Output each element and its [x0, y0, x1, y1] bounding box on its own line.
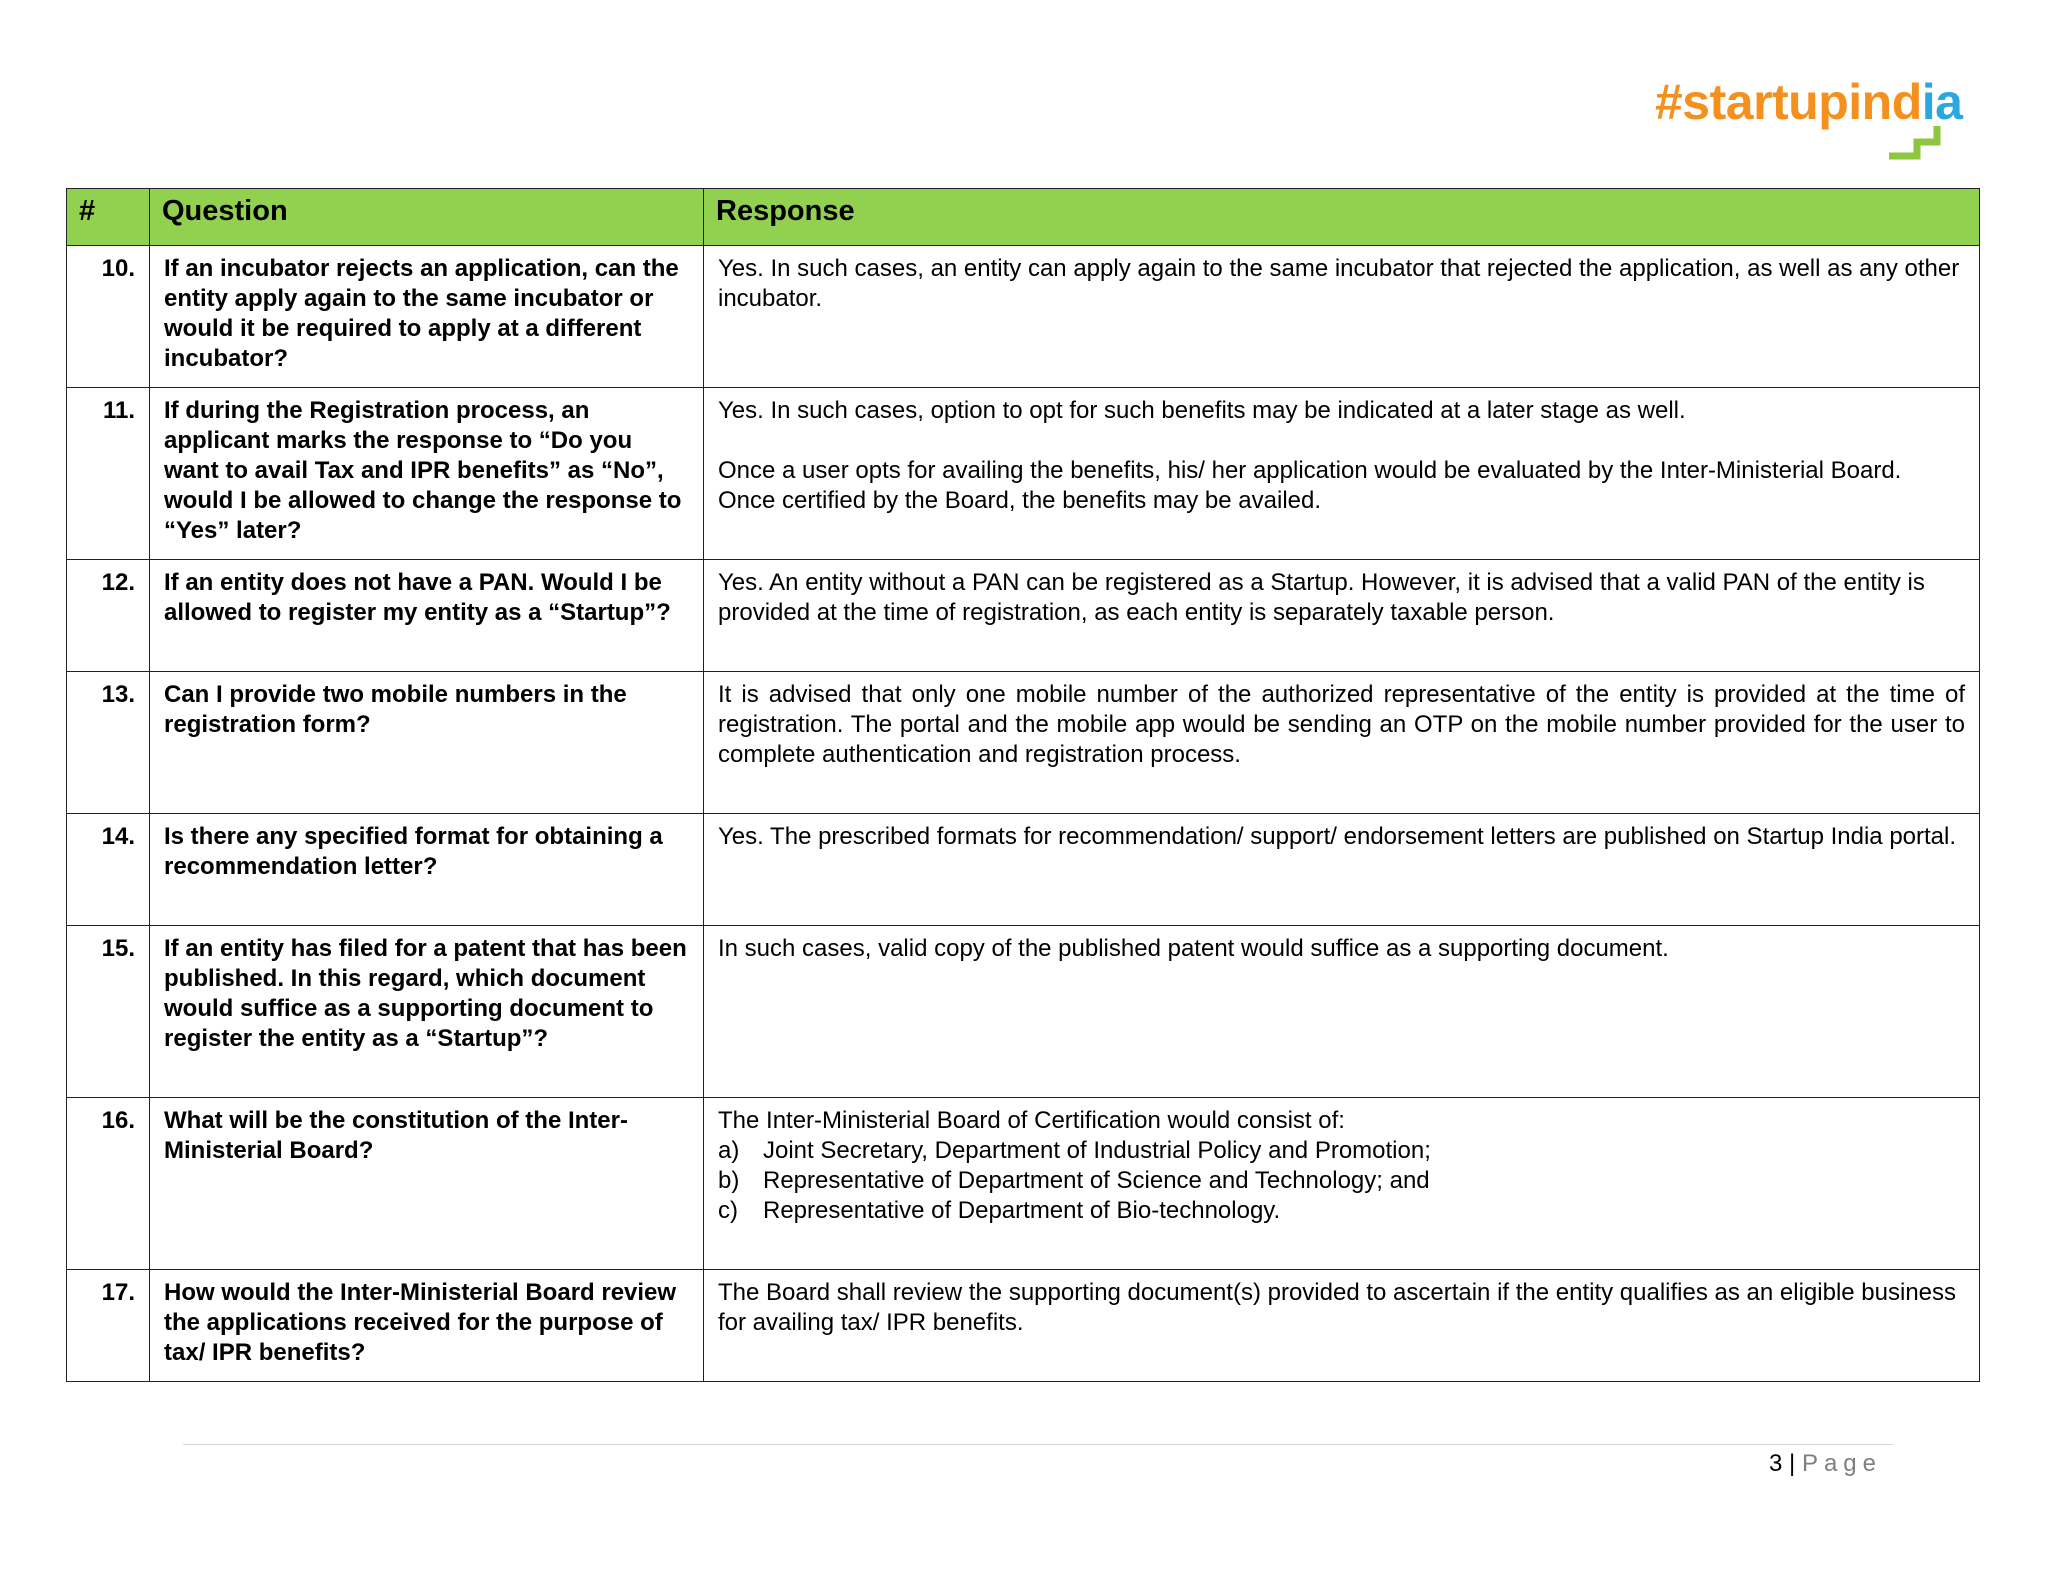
- logo-text-main: #startupind: [1655, 74, 1922, 130]
- board-members-list: [718, 1136, 1965, 1226]
- list-marker: b): [718, 1167, 740, 1194]
- row-number: 11.: [67, 388, 150, 560]
- response-paragraph: Yes. An entity without a PAN can be registered as a Startup. However, it is advised that a valid PAN of the entity is provided at the time of registration, as each entity is separately taxable person.: [718, 569, 1925, 626]
- response-paragraph: The Inter-Ministerial Board of Certification would consist of:: [718, 1107, 1345, 1134]
- response-paragraph: It is advised that only one mobile number of the authorized representative of the entity is provided at the time of registration. The portal and the mobile app would be sending an OTP on the mobile number provided for the user to complete authentication and registration process.: [718, 681, 1965, 768]
- row-response: [704, 1098, 1980, 1270]
- response-paragraph: The Board shall review the supporting document(s) provided to ascertain if the entity qualifies as an eligible business for availing tax/ IPR benefits.: [718, 1279, 1957, 1336]
- header-number: #: [67, 189, 150, 246]
- page-label: Page: [1801, 1450, 1882, 1477]
- row-number: 10.: [67, 246, 150, 388]
- row-response: [704, 926, 1980, 1098]
- row-number: 14.: [67, 814, 150, 926]
- table-header-row: [67, 189, 1980, 246]
- header-response: Response: [704, 189, 1980, 246]
- row-number: 16.: [67, 1098, 150, 1270]
- table-row: [67, 560, 1980, 672]
- table-row: [67, 388, 1980, 560]
- response-paragraph: Yes. In such cases, an entity can apply again to the same incubator that rejected the application, as well as any other incubator.: [718, 255, 1960, 312]
- list-item: [718, 1196, 1965, 1226]
- row-response: [704, 388, 1980, 560]
- row-response: [704, 246, 1980, 388]
- faq-table: [66, 188, 1980, 1382]
- logo-text-end: ia: [1921, 74, 1963, 130]
- row-question: Is there any specified format for obtaining a recommendation letter?: [150, 814, 704, 926]
- row-response: [704, 1270, 1980, 1382]
- row-response: [704, 672, 1980, 814]
- table-row: [67, 672, 1980, 814]
- list-item: [718, 1136, 1965, 1166]
- response-paragraph: Yes. In such cases, option to opt for such benefits may be indicated at a later stage as well.: [718, 397, 1686, 424]
- row-number: 12.: [67, 560, 150, 672]
- list-item-text: Representative of Department of Bio-technology.: [763, 1197, 1281, 1224]
- response-paragraph: Once a user opts for availing the benefits, his/ her application would be evaluated by the Inter-Ministerial Board. Once certified by the Board, the benefits may be availed.: [718, 457, 1902, 514]
- row-response: [704, 814, 1980, 926]
- list-marker: a): [718, 1137, 740, 1164]
- table-row: [67, 814, 1980, 926]
- row-response: [704, 560, 1980, 672]
- header-question: Question: [150, 189, 704, 246]
- row-number: 15.: [67, 926, 150, 1098]
- row-question: If an entity does not have a PAN. Would I be allowed to register my entity as a “Startup”?: [150, 560, 704, 672]
- page-number: 3: [1769, 1450, 1783, 1477]
- list-item-text: Representative of Department of Science and Technology; and: [763, 1167, 1430, 1194]
- row-question: How would the Inter-Ministerial Board review the applications received for the purpose of tax/ IPR benefits?: [150, 1270, 704, 1382]
- page-footer: [1769, 1449, 1882, 1479]
- table-row: [67, 246, 1980, 388]
- row-number: 17.: [67, 1270, 150, 1382]
- row-question: If during the Registration process, an applicant marks the response to “Do you want to avail Tax and IPR benefits” as “No”, would I be allowed to change the response to “Yes” later?: [150, 388, 704, 560]
- table-row: [67, 1098, 1980, 1270]
- list-item-text: Joint Secretary, Department of Industrial Policy and Promotion;: [763, 1137, 1431, 1164]
- row-question: If an incubator rejects an application, can the entity apply again to the same incubator or would it be required to apply at a different incubator?: [150, 246, 704, 388]
- logo-staircase-mark-icon: [1887, 120, 1947, 160]
- page-separator: |: [1789, 1450, 1796, 1477]
- footer-divider: [183, 1444, 1893, 1445]
- list-marker: c): [718, 1197, 738, 1224]
- row-question: Can I provide two mobile numbers in the registration form?: [150, 672, 704, 814]
- row-number: 13.: [67, 672, 150, 814]
- row-question: If an entity has filed for a patent that has been published. In this regard, which document would suffice as a supporting document to register the entity as a “Startup”?: [150, 926, 704, 1098]
- row-question: What will be the constitution of the Inter-Ministerial Board?: [150, 1098, 704, 1270]
- table-row: [67, 926, 1980, 1098]
- startupindia-logo: [1655, 72, 1985, 162]
- response-paragraph: Yes. The prescribed formats for recommendation/ support/ endorsement letters are published on Startup India portal.: [718, 823, 1957, 850]
- table-row: [67, 1270, 1980, 1382]
- response-paragraph: In such cases, valid copy of the published patent would suffice as a supporting document.: [718, 935, 1669, 962]
- list-item: [718, 1166, 1965, 1196]
